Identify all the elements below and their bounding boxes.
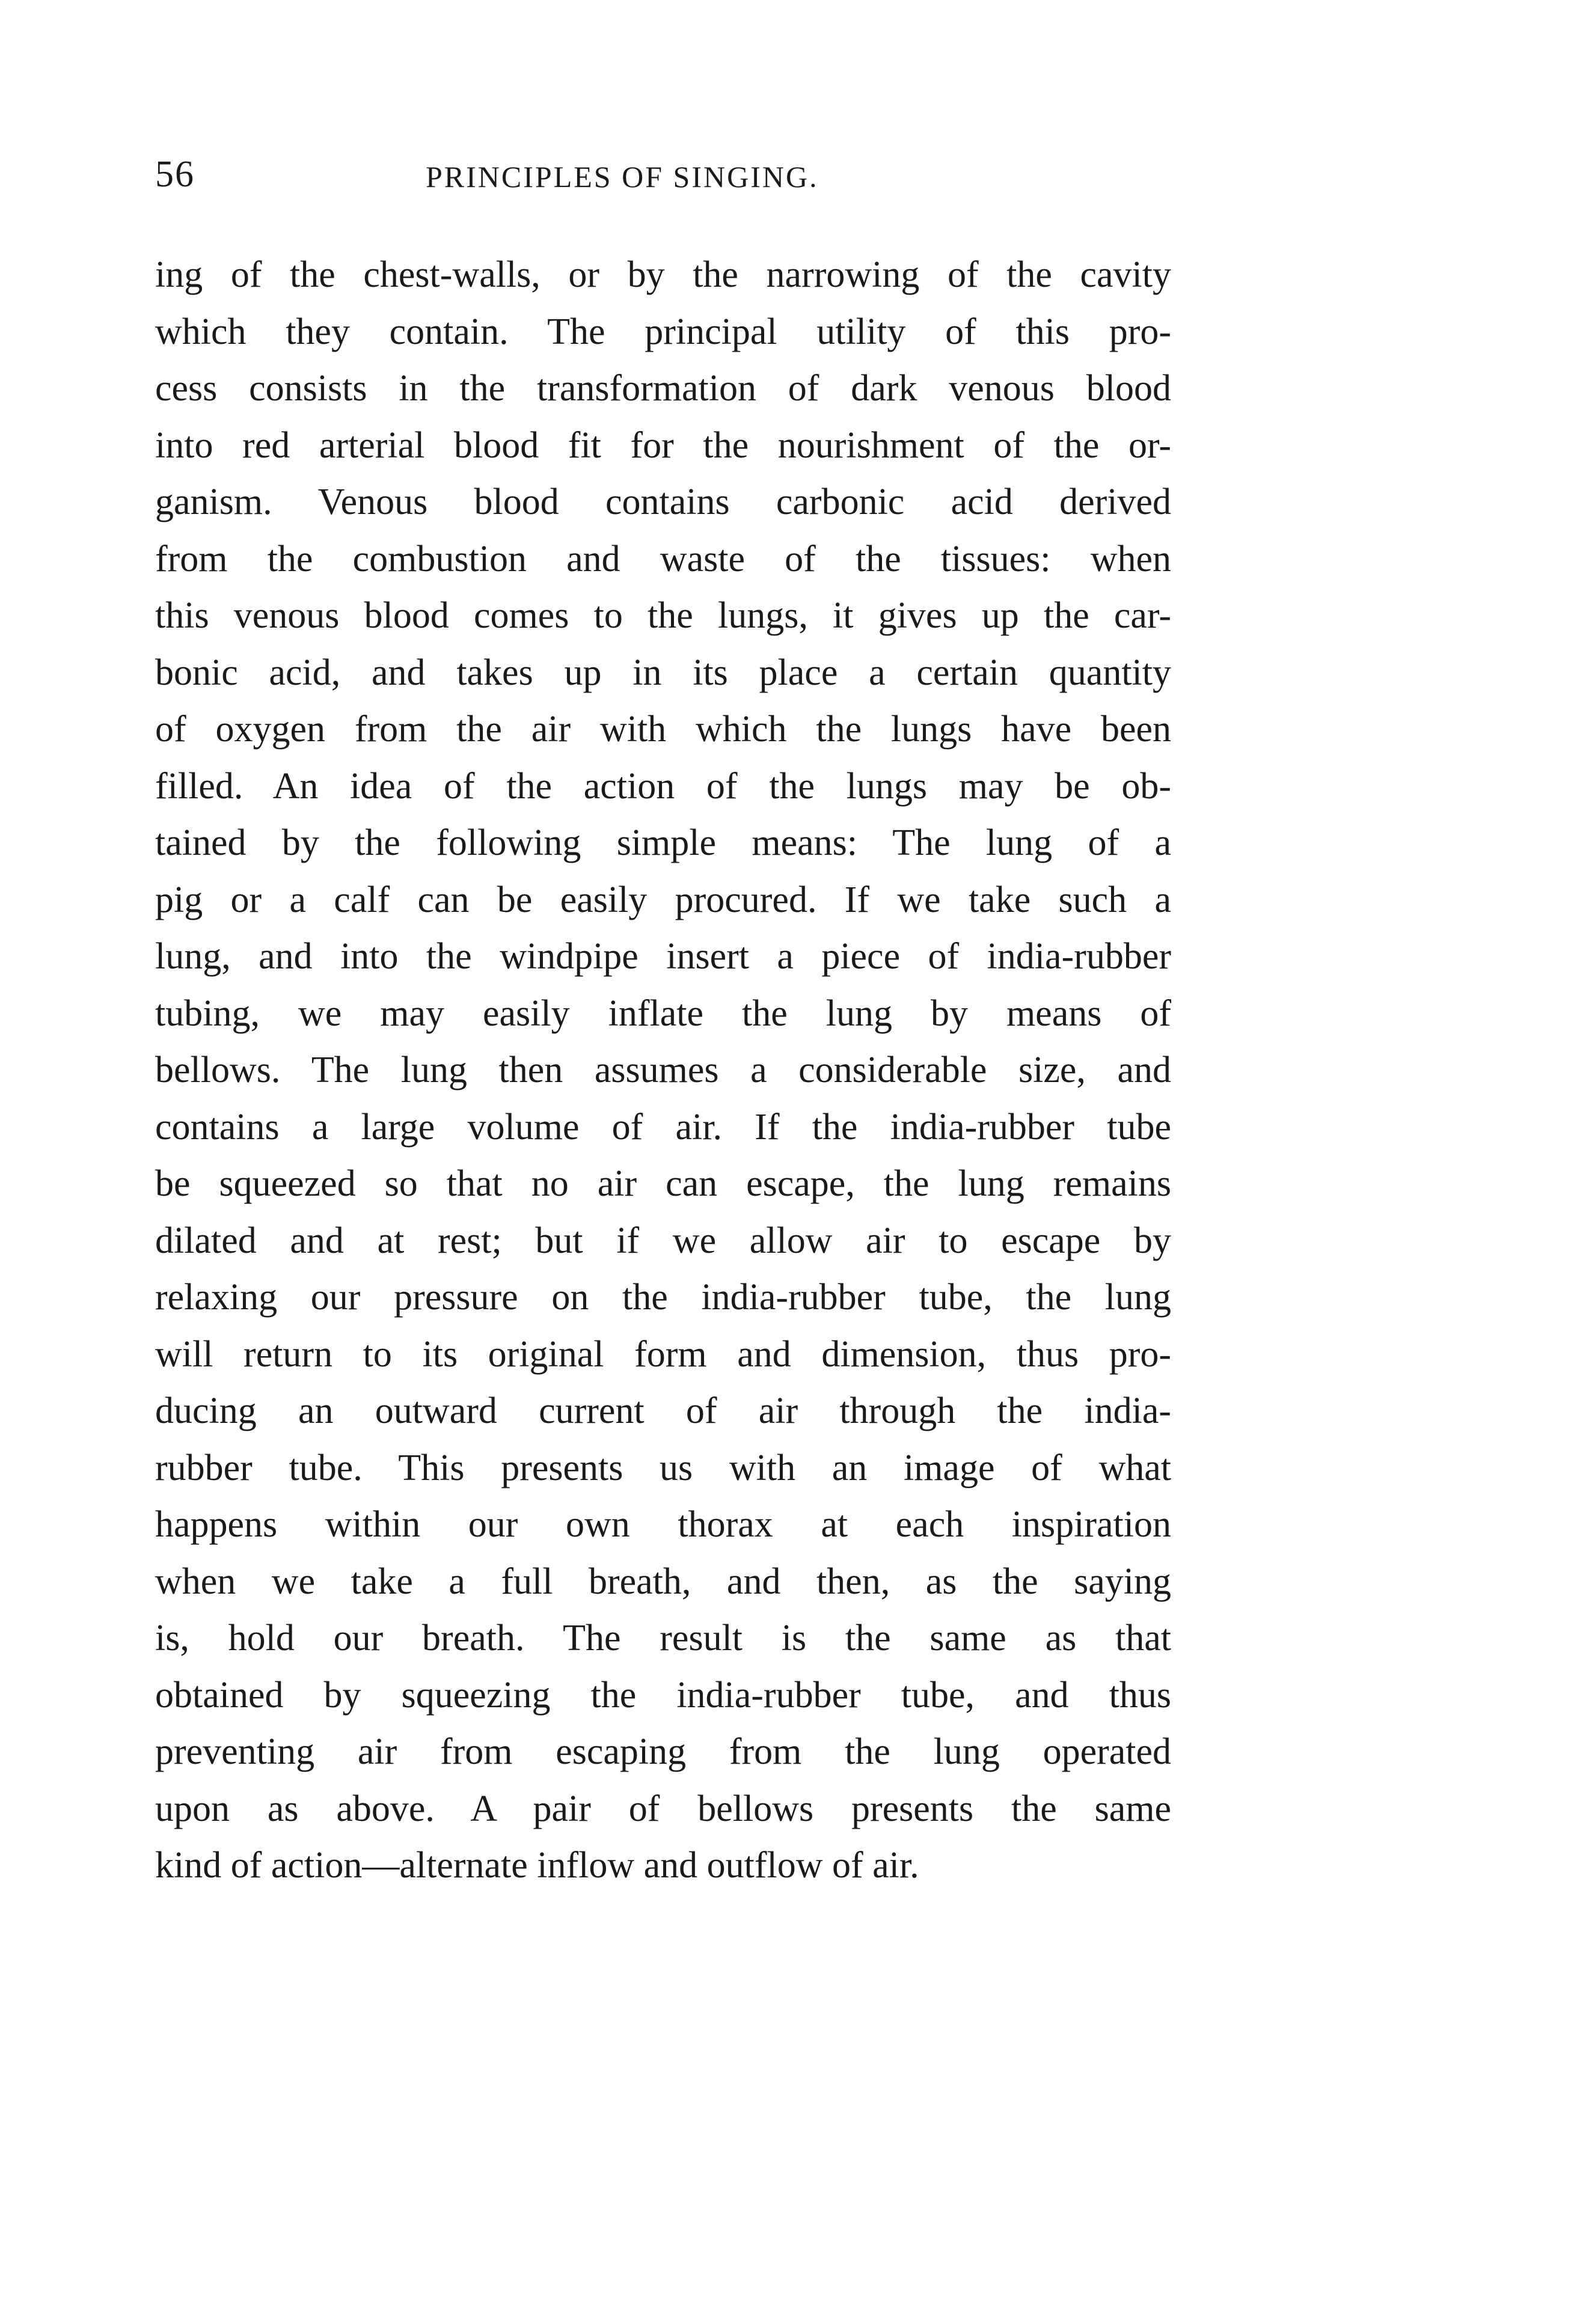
text-line: into red arterial blood fit for the nourishment of the or- (155, 424, 1171, 466)
text-line: happens within our own thorax at each inspiration (155, 1504, 1171, 1545)
running-head (155, 150, 1171, 198)
text-line: dilated and at rest; but if we allow air to escape by (155, 1220, 1171, 1261)
text-line: relaxing our pressure on the india-rubber tube, the lung (155, 1277, 1171, 1318)
text-line: of oxygen from the air with which the lungs have been (155, 709, 1171, 750)
text-line: ducing an outward current of air through the india- (155, 1390, 1171, 1431)
text-line: obtained by squeezing the india-rubber tube, and thus (155, 1674, 1171, 1716)
running-title: PRINCIPLES OF SINGING. (426, 160, 819, 194)
text-line: this venous blood comes to the lungs, it gives up the car- (155, 595, 1171, 636)
page-number: 56 (155, 154, 195, 195)
text-line: from the combustion and waste of the tissues: when (155, 538, 1171, 579)
text-line: bonic acid, and takes up in its place a certain quantity (155, 652, 1171, 693)
text-line: rubber tube. This presents us with an image of what (155, 1447, 1171, 1488)
text-line: is, hold our breath. The result is the same as that (155, 1618, 1171, 1659)
text-line: which they contain. The principal utility of this pro- (155, 311, 1171, 352)
text-line: tubing, we may easily inflate the lung by means of (155, 992, 1171, 1034)
text-line: kind of action—alternate inflow and outflow of air. (155, 1845, 919, 1886)
text-line: upon as above. A pair of bellows presents the same (155, 1788, 1171, 1829)
text-line: filled. An idea of the action of the lungs may be ob- (155, 765, 1171, 807)
text-line: ing of the chest-walls, or by the narrowing of the cavity (155, 254, 1171, 295)
text-line: lung, and into the windpipe insert a piece of india-rubber (155, 936, 1171, 977)
text-line: will return to its original form and dimension, thus pro- (155, 1333, 1171, 1375)
text-line: be squeezed so that no air can escape, the lung remains (155, 1163, 1171, 1204)
text-line: when we take a full breath, and then, as the saying (155, 1561, 1171, 1602)
text-line: bellows. The lung then assumes a considerable size, and (155, 1050, 1171, 1090)
body-paragraph (155, 246, 1171, 1894)
text-line: tained by the following simple means: The lung of a (155, 822, 1171, 863)
text-line: preventing air from escaping from the lung operated (155, 1731, 1171, 1772)
text-line: ganism. Venous blood contains carbonic acid derived (155, 482, 1171, 522)
text-line: pig or a calf can be easily procured. If we take such a (155, 879, 1171, 920)
text-line: contains a large volume of air. If the india-rubber tube (155, 1106, 1171, 1148)
text-line: cess consists in the transformation of dark venous blood (155, 368, 1171, 409)
